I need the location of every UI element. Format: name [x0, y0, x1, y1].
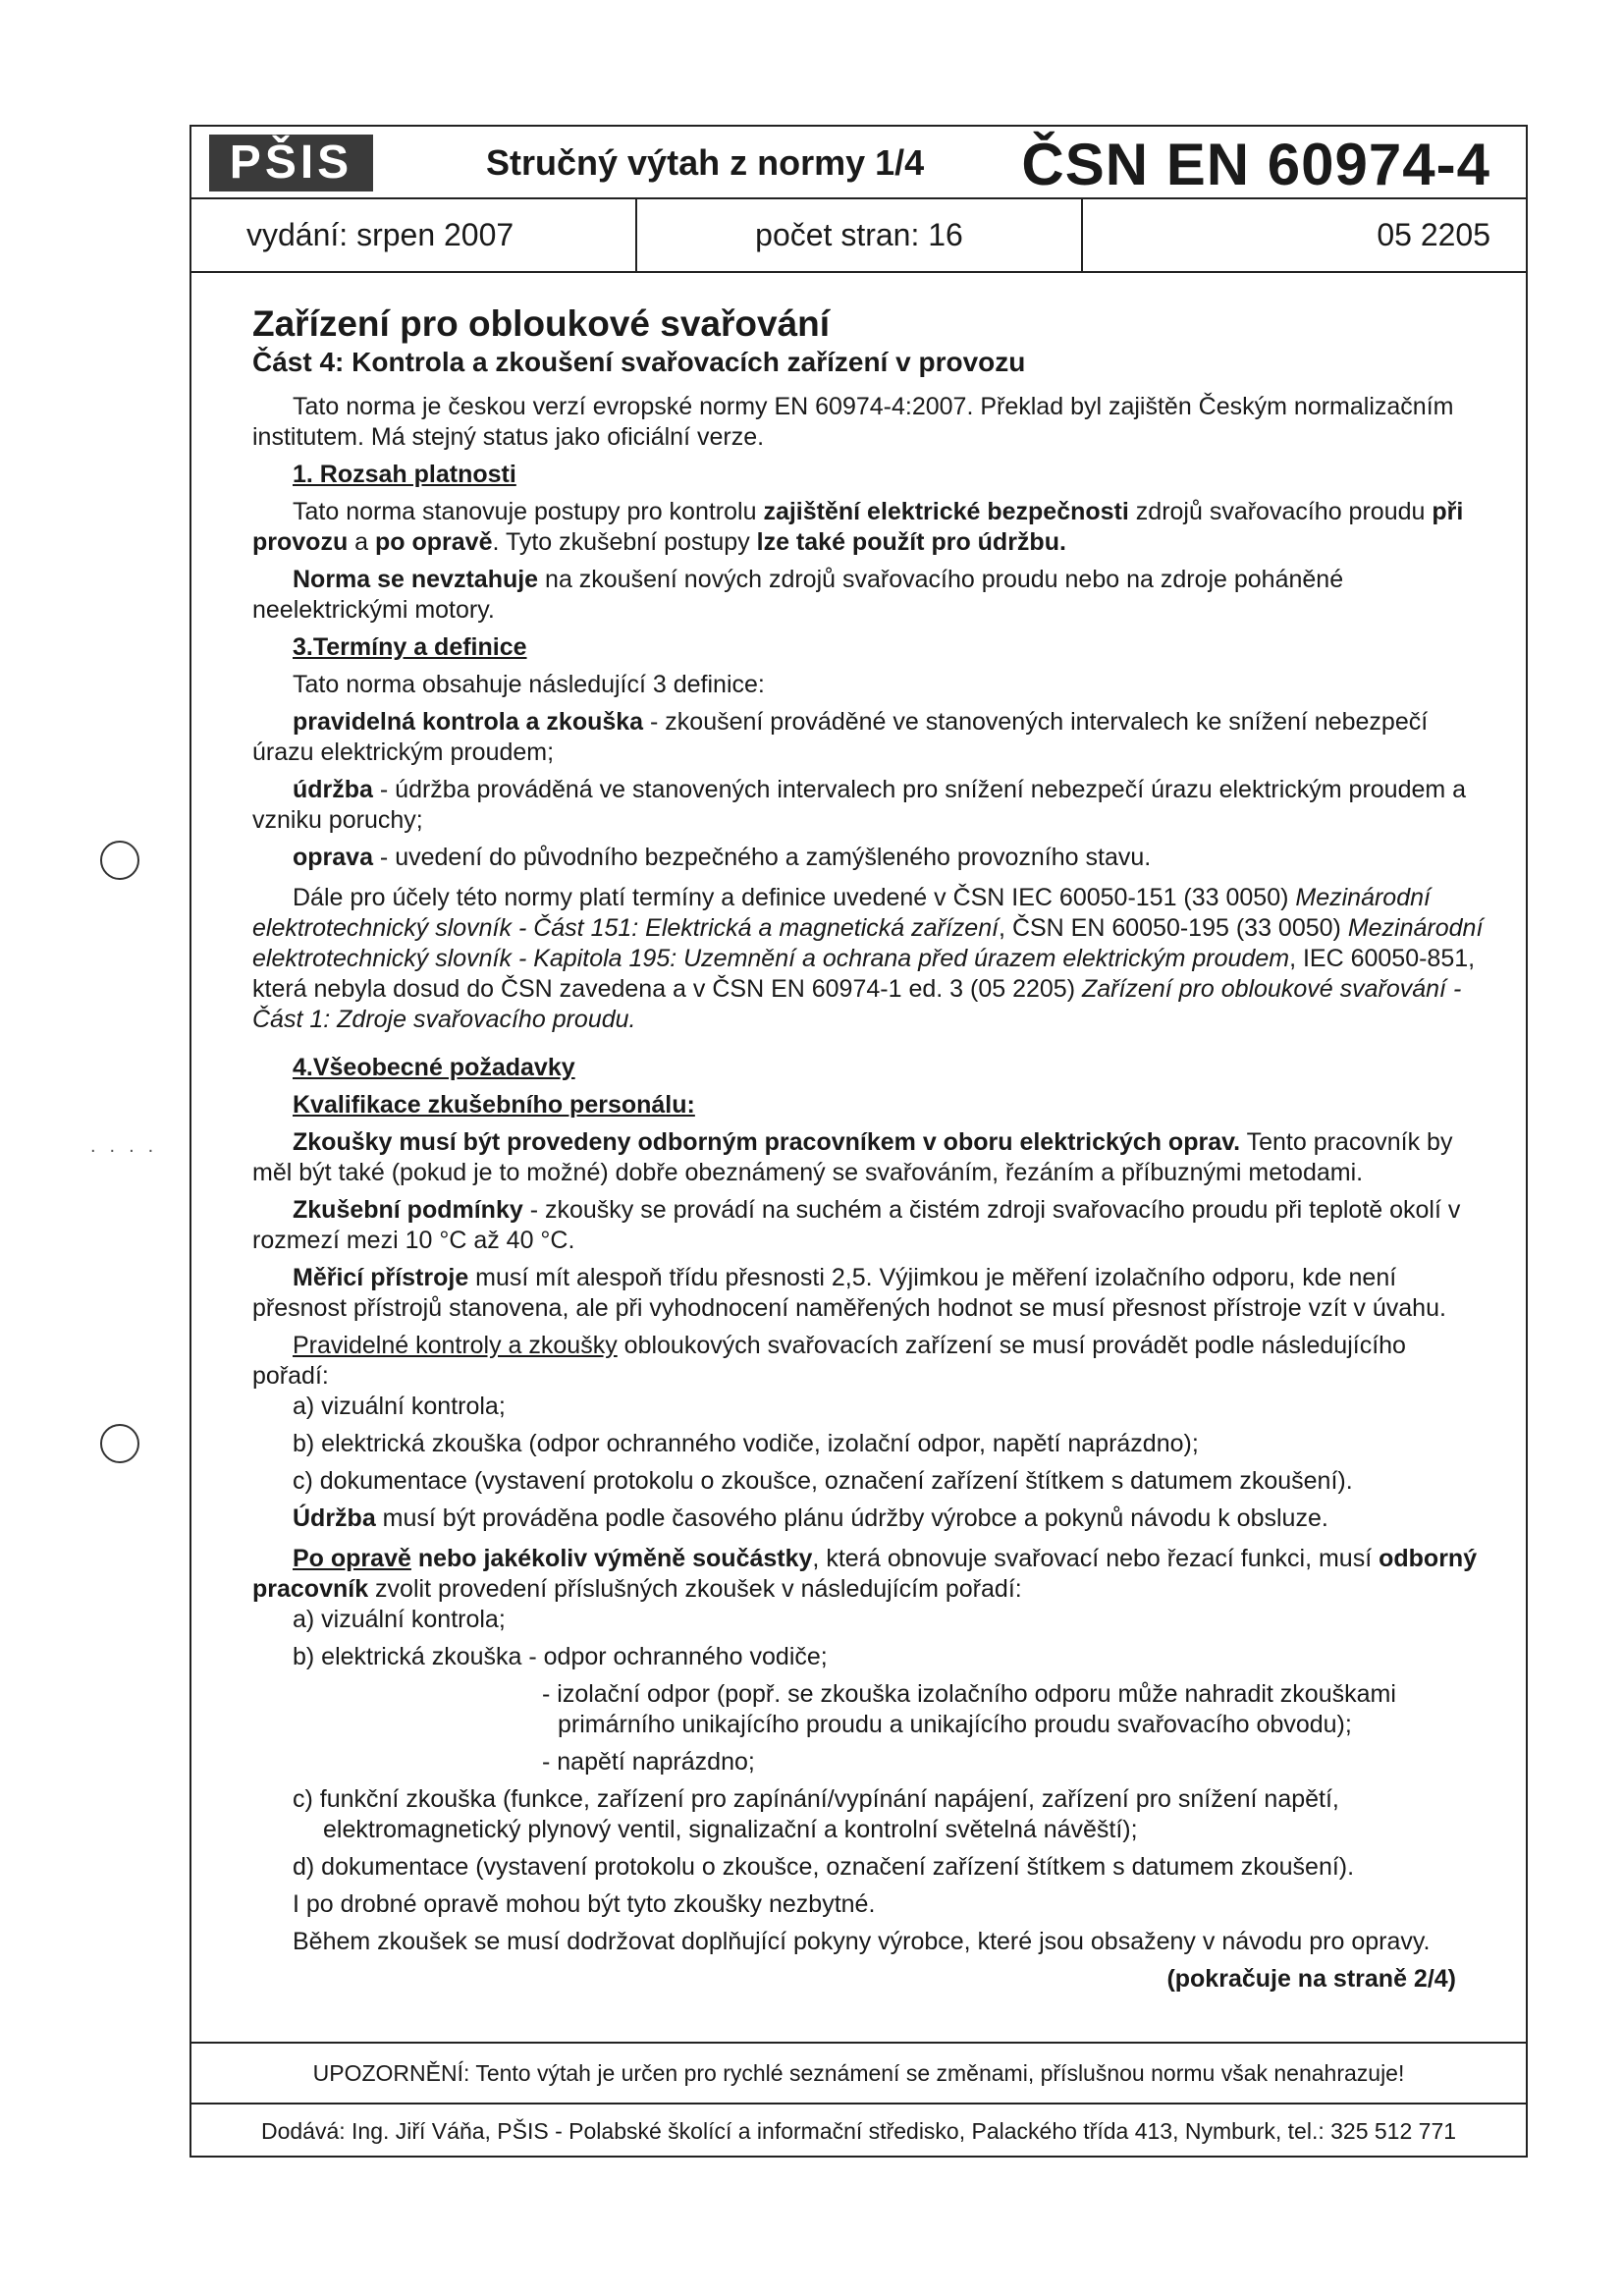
small-repair-note: I po drobné opravě mohou být tyto zkoušky nezbytné. [293, 1890, 876, 1918]
class-code-cell: 05 2205 [1377, 217, 1490, 252]
maintenance-paragraph: Údržba musí být prováděna podle časového plánu údržby výrobce a pokynů návodu k obsluze. [293, 1504, 1328, 1532]
punch-hole-bottom [100, 1424, 139, 1463]
repair-item-b-insulation: - izolační odpor (popř. se zkouška izolačního odporu může nahradit zkouškami primárního unikajícího proudu a unikajícího proudu svařovacího obvodu); [542, 1680, 1396, 1738]
manufacturer-instructions: Během zkoušek se musí dodržovat doplňující pokyny výrobce, které jsou obsaženy v návodu pro opravy. [293, 1928, 1431, 1955]
periodic-item-b: b) elektrická zkouška (odpor ochranného vodiče, izolační odpor, napětí naprázdno); [293, 1430, 1199, 1457]
intro-paragraph: Tato norma je českou verzí evropské normy EN 60974-4:2007. Překlad byl zajištěn Českým normalizačním institutem. Má stejný status jako oficiální verze. [252, 393, 1454, 451]
section-1-heading: 1. Rozsah platnosti [293, 461, 516, 488]
repair-item-c: c) funkční zkouška (funkce, zařízení pro zapínání/vypínání napájení, zařízení pro snížení napětí, elektromagnetický plynový ventil, signalizační a kontrolní světelná návěští); [293, 1785, 1339, 1843]
repair-item-d: d) dokumentace (vystavení protokolu o zkoušce, označení zařízení štítkem s datumem zkoušení). [293, 1853, 1355, 1881]
periodic-item-a: a) vizuální kontrola; [293, 1393, 506, 1420]
standard-number: ČSN EN 60974-4 [1021, 132, 1490, 197]
header-row [191, 127, 1526, 199]
test-conditions-paragraph: Zkušební podmínky - zkoušky se provádí na suchém a čistém zdroji svařovacího proudu při teplotě okolí v rozmezí mezi 10 °C až 40 °C. [252, 1196, 1461, 1254]
definition-inspection: pravidelná kontrola a zkouška - zkoušení prováděné ve stanovených intervalech ke snížení nebezpečí úrazu elektrickým proudem; [252, 708, 1429, 766]
header-info-row [191, 199, 1526, 273]
supplier-footer: Dodává: Ing. Jiří Váňa, PŠIS - Polabské školící a informační středisko, Palackého třída 413, Nymburk, tel.: 325 512 771 [260, 2118, 1457, 2144]
repair-item-b: b) elektrická zkouška - odpor ochranného vodiče; [293, 1643, 828, 1670]
punch-hole-top [100, 841, 139, 880]
notice-banner: UPOZORNĚNÍ: Tento výtah je určen pro rychlé seznámení se změnami, příslušnou normu však nenahrazuje! [191, 2042, 1526, 2105]
margin-dots: .... [90, 1135, 168, 1157]
periodic-item-c: c) dokumentace (vystavení protokolu o zkoušce, označení zařízení štítkem s datumem zkoušení). [293, 1467, 1353, 1495]
document-body [252, 303, 1486, 2001]
repair-item-b-voltage: - napětí naprázdno; [542, 1748, 755, 1776]
document-frame [189, 125, 1528, 2158]
psis-logo: PŠIS [209, 135, 373, 191]
repair-item-a: a) vizuální kontrola; [293, 1606, 506, 1633]
section-4-heading: 4.Všeobecné požadavky [293, 1054, 575, 1081]
periodic-tests-paragraph: Pravidelné kontroly a zkoušky obloukových svařovacích zařízení se musí provádět podle následujícího pořadí: [252, 1332, 1406, 1390]
definitions-references: Dále pro účely této normy platí termíny a definice uvedené v ČSN IEC 60050-151 (33 0050) Mezinárodní elektrotechnický slovník - Část 151: Elektrická a magnetická zařízení, ČSN EN 60050-195 (33 0050) Mezinárodní elektrotechnický slovník - Kapitola 195: Uzemnění a ochrana před úrazem elektrickým proudem, IEC 60050-851, která nebyla dosud do ČSN zavedena a v ČSN EN 60974-1 ed. 3 (05 2205) Zařízení pro obloukové svařování - Část 1: Zdroje svařovacího proudu. [252, 884, 1484, 1033]
qualification-heading: Kvalifikace zkušebního personálu: [293, 1091, 695, 1119]
scope-paragraph: Tato norma stanovuje postupy pro kontrolu zajištění elektrické bezpečnosti zdrojů svařovacího proudu při provozu a po opravě. Tyto zkušební postupy lze také použít pro údržbu. [252, 498, 1464, 556]
header-title: Stručný výtah z normy 1/4 [486, 142, 925, 183]
section-3-heading: 3.Termíny a definice [293, 633, 527, 661]
continued-note: (pokračuje na straně 2/4) [1166, 1965, 1456, 1993]
document-title: Zařízení pro obloukové svařování [252, 303, 831, 344]
definition-maintenance: údržba - údržba prováděná ve stanovených intervalech pro snížení nebezpečí úrazu elektrickým proudem a vzniku poruchy; [252, 776, 1467, 834]
scope-exclusion: Norma se nevztahuje na zkoušení nových zdrojů svařovacího proudu nebo na zdroje poháněné neelektrickými motory. [252, 566, 1344, 624]
after-repair-paragraph: Po opravě nebo jakékoliv výměně součástky, která obnovuje svařovací nebo řezací funkci, musí odborný pracovník zvolit provedení příslušných zkoušek v následujícím pořadí: [252, 1545, 1478, 1603]
definition-repair: oprava - uvedení do původního bezpečného a zamýšleného provozního stavu. [293, 844, 1152, 871]
edition-cell: vydání: srpen 2007 [191, 199, 637, 271]
qualification-paragraph: Zkoušky musí být provedeny odborným pracovníkem v oboru elektrických oprav. Tento pracovník by měl být také (pokud je to možné) dobře obeznámený se svařováním, řezáním a příbuznými metodami. [252, 1128, 1453, 1186]
definitions-intro: Tato norma obsahuje následující 3 definice: [293, 671, 765, 698]
pages-cell: počet stran: 16 [637, 199, 1083, 271]
document-subtitle: Část 4: Kontrola a zkoušení svařovacích zařízení v provozu [252, 347, 1026, 377]
instruments-paragraph: Měřicí přístroje musí mít alespoň třídu přesnosti 2,5. Výjimkou je měření izolačního odporu, kde není přesnost přístrojů stanovena, ale při vyhodnocení naměřených hodnot se musí přesnost přístroje vzít v úvahu. [252, 1264, 1446, 1322]
